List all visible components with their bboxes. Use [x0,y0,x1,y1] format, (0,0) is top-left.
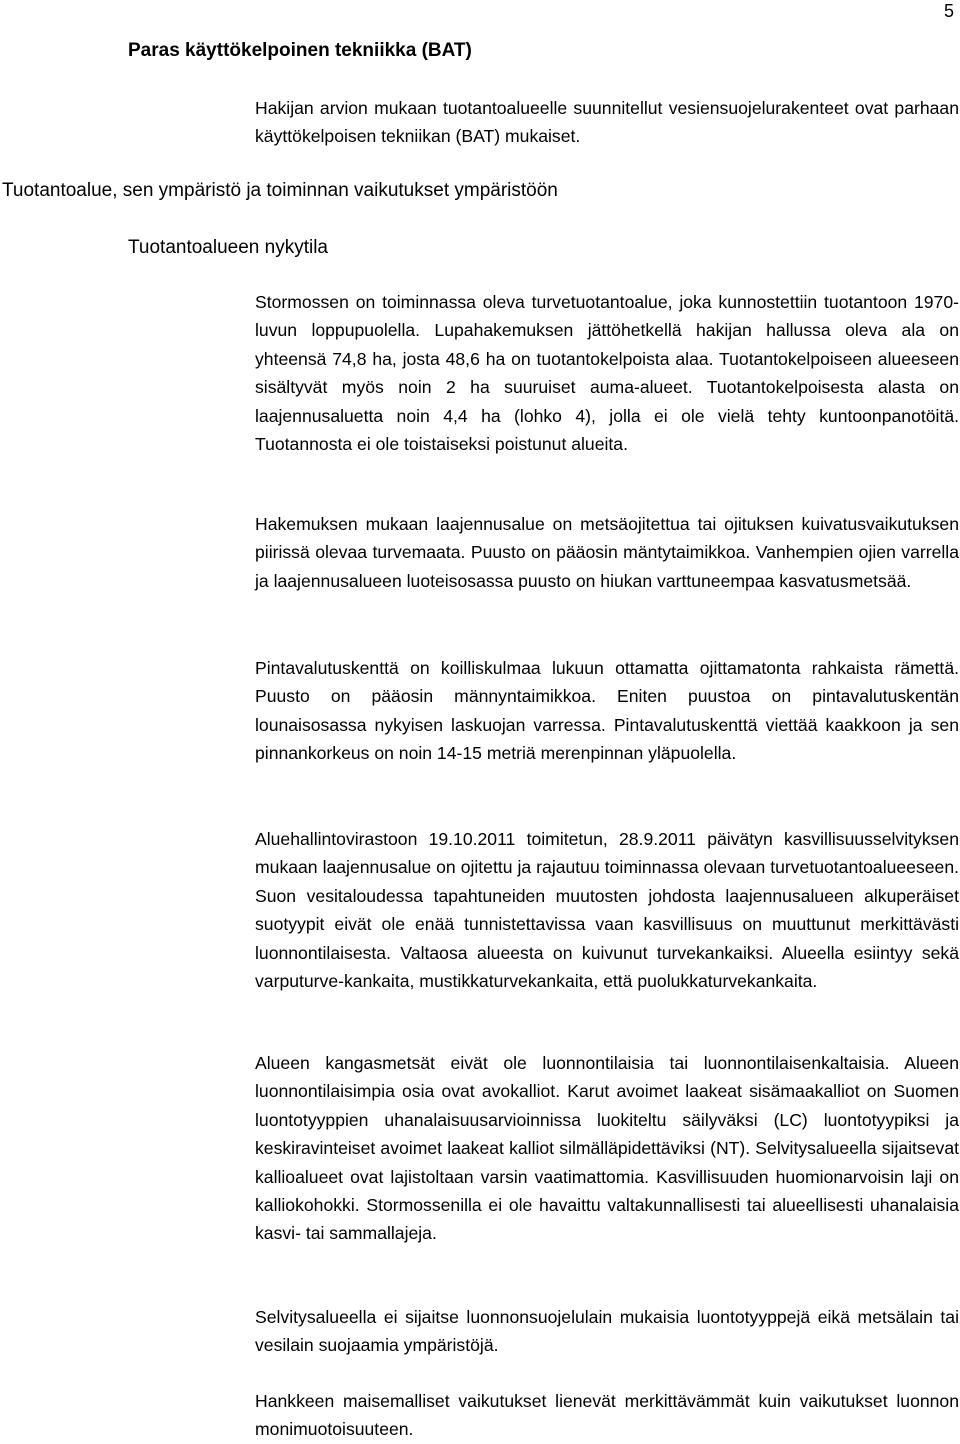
paragraph-landscape-effects: Hankkeen maisemalliset vaikutukset lienevät merkittävämmät kuin vaikutukset luonnon monimuotoisuuteen. [255,1391,959,1440]
paragraph-vegetation-survey: Aluehallintovirastoon 19.10.2011 toimitetun, 28.9.2011 päivätyn kasvillisuusselvityksen mukaan laajennusalue on ojitettu ja rajautuu toiminnassa olevaan turvetuotantoalueeseen. Suon vesitaloudessa tapahtuneiden muutosten johdosta laajennusalueen alkuperäiset suotyypit eivät ole enää tunnistettavissa vaan kasvillisuus on muuttunut merkittävästi luonnontilaisesta. Valtaosa alueesta on kuivunut turvekankaiksi. Alueella esiintyy sekä varputurve-kankaita, mustikkaturvekankaita, että puolukkaturvekankaita. [255,829,959,992]
paragraph-runoff-field: Pintavalutuskenttä on koilliskulmaa lukuun ottamatta ojittamatonta rahkaista rämettä. Puusto on pääosin männyntaimikkoa. Eniten puustoa on pintavalutuskentän lounaisosassa nykyisen laskuojan varressa. Pintavalutuskenttä viettää kaakkoon ja sen pinnankorkeus on noin 14-15 metriä merenpinnan yläpuolella. [255,658,959,764]
paragraph-bat [255,94,959,151]
paragraph-expansion-area: Hakemuksen mukaan laajennusalue on metsäojitettua tai ojituksen kuivatusvaikutuksen piirissä olevaa turvemaata. Puusto on pääosin mäntytaimikkoa. Vanhempien ojien varrella ja laajennusalueen luoteisosassa puusto on hiukan varttuneempaa kasvatusmetsää. [255,514,959,591]
section-heading-bat: Paras käyttökelpoinen tekniikka (BAT) [128,40,472,61]
paragraph-bat-text: Hakijan arvion mukaan tuotantoalueelle suunnitellut vesiensuojelurakenteet ovat parhaan käyttökelpoisen tekniikan (BAT) mukaiset. [255,98,959,147]
paragraph-protected-habitats: Selvitysalueella ei sijaitse luonnonsuojelulain mukaisia luontotyyppejä eikä metsälain tai vesilain suojaamia ympäristöjä. [255,1307,959,1356]
section-heading-current-state: Tuotantoalueen nykytila [128,237,328,258]
page-number: 5 [943,1,954,21]
section-heading-area: Tuotantoalue, sen ympäristö ja toiminnan vaikutukset ympäristöön [2,180,558,201]
paragraph-current-state: Stormossen on toiminnassa oleva turvetuotantoalue, joka kunnostettiin tuotantoon 1970-luvun loppupuolella. Lupahakemuksen jättöhetkellä hakijan hallussa oleva ala on yhteensä 74,8 ha, josta 48,6 ha on tuotantokelpoista alaa. Tuotantokelpoiseen alueeseen sisältyvät myös noin 2 ha suuruiset auma-alueet. Tuotantokelpoisesta alasta on laajennusaluetta noin 4,4 ha (lohko 4), jolla ei ole vielä tehty kuntoonpanotöitä. Tuotannosta ei ole toistaiseksi poistunut alueita. [255,292,959,455]
paragraph-forests: Alueen kangasmetsät eivät ole luonnontilaisia tai luonnontilaisenkaltaisia. Alueen luonnontilaisimpia osia ovat avokalliot. Karut avoimet laakeat sisämaakalliot on Suomen luontotyyppien uhanalaisuusarvioinnissa luokiteltu säilyväksi (LC) luontotyypiksi ja keskiravinteiset avoimet laakeat kalliot silmälläpidettäviksi (NT). Selvitysalueella sijaitsevat kallioalueet ovat lajistoltaan varsin vaatimattomia. Kasvillisuuden huomionarvoisin laji on kalliokohokki. Stormossenilla ei ole havaittu valtakunnallisesti tai alueellisesti uhanalaisia kasvi- tai sammallajeja. [255,1053,959,1244]
